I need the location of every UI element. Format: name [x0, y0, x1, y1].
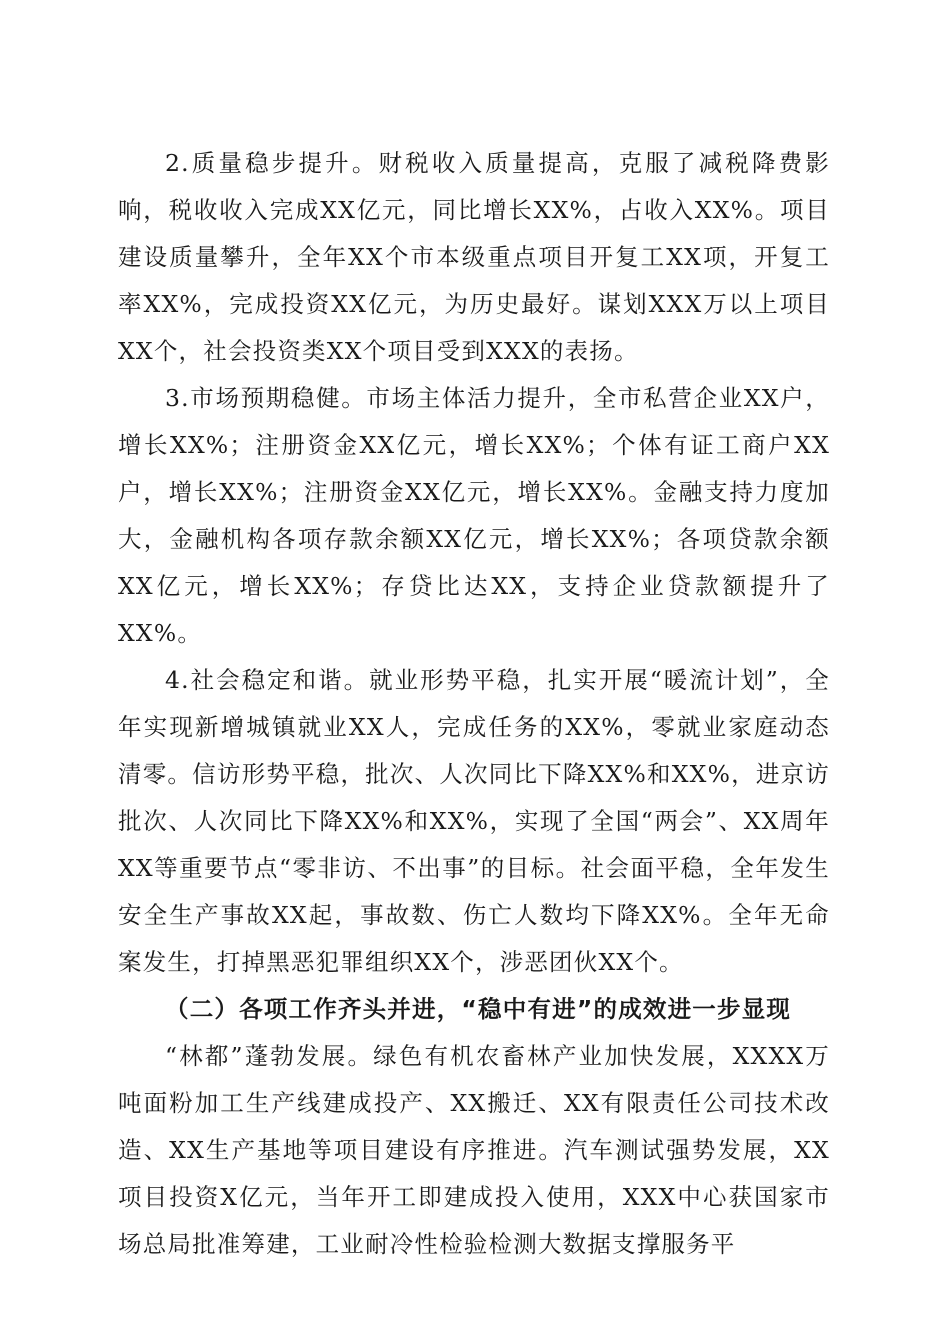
paragraph-market-expectation: 3.市场预期稳健。市场主体活力提升，全市私营企业XX户，增长XX%；注册资金XX亿元，增长XX%；个体有证工商户XX户，增长XX%；注册资金XX亿元，增长XX%。金融支持力度加大，金融机构各项存款余额XX亿元，增长XX%；各项贷款余额XX亿元，增长XX%；存贷比达XX，支持企业贷款额提升了XX%。: [118, 384, 830, 647]
paragraph-social-stability: 4.社会稳定和谐。就业形势平稳，扎实开展“暖流计划”，全年实现新增城镇就业XX人，完成任务的XX%，零就业家庭动态清零。信访形势平稳，批次、人次同比下降XX%和XX%，进京访批次、人次同比下降XX%和XX%，实现了全国“两会”、XX周年XX等重要节点“零非访、不出事”的目标。社会面平稳，全年发生安全生产事故XX起，事故数、伤亡人数均下降XX%。全年无命案发生，打掉黑恶犯罪组织XX个，涉恶团伙XX个。: [118, 666, 830, 976]
paragraph-quality-improvement: 2.质量稳步提升。财税收入质量提高，克服了减税降费影响，税收收入完成XX亿元，同比增长XX%，占收入XX%。项目建设质量攀升，全年XX个市本级重点项目开复工XX项，开复工率XX%，完成投资XX亿元，为历史最好。谋划XXX万以上项目XX个，社会投资类XX个项目受到XXX的表扬。: [118, 149, 830, 365]
paragraph-lindu-development: “林都”蓬勃发展。绿色有机农畜林产业加快发展，XXXX万吨面粉加工生产线建成投产、XX搬迁、XX有限责任公司技术改造、XX生产基地等项目建设有序推进。汽车测试强势发展，XX项目投资X亿元，当年开工即建成投入使用，XXX中心获国家市场总局批准筹建，工业耐冷性检验检测大数据支撑服务平: [118, 1042, 830, 1258]
document-body: [118, 140, 830, 1268]
section-heading: （二）各项工作齐头并进，“稳中有进”的成效进一步显现: [165, 995, 792, 1023]
